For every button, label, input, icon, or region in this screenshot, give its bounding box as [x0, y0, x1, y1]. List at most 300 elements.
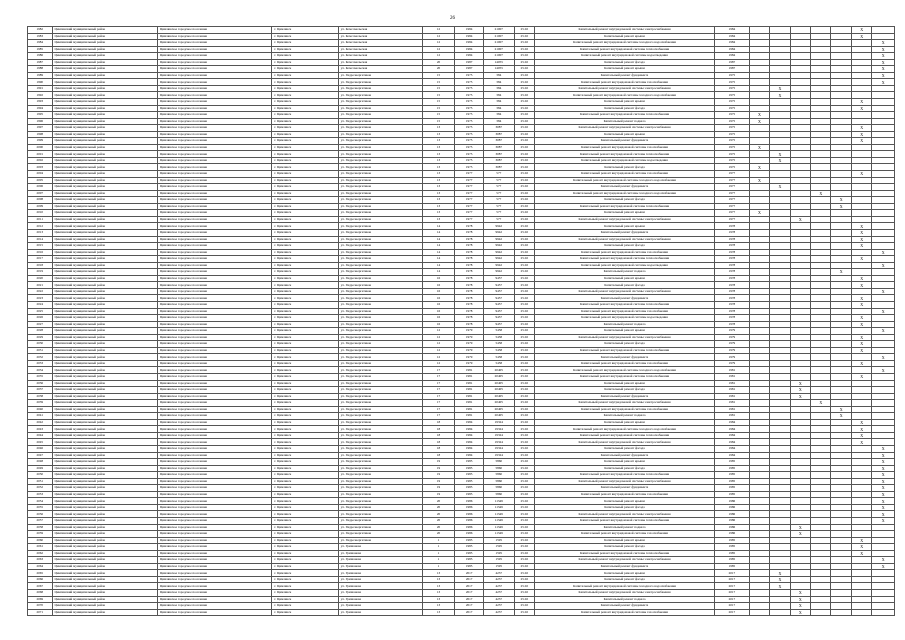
street-cell: ул. Гидроэнергетиков	[338, 393, 422, 400]
last-repair-year-cell: 1978	[714, 229, 749, 236]
city-cell: г. Цимлянск	[272, 524, 338, 531]
work-type-cell: Капитальный ремонт внутридомовой системы холодного водоснабжения	[535, 190, 715, 197]
house-number-cell: 1	[422, 550, 455, 557]
last-repair-year-cell: 1984	[714, 419, 749, 426]
city-cell: г. Цимлянск	[272, 85, 338, 92]
area-cell: 3087	[483, 125, 514, 132]
city-cell: г. Цимлянск	[272, 576, 338, 583]
district-cell: Цимлянский муниципальный район	[52, 446, 157, 453]
settlement-cell: Цимлянское городское поселение	[157, 262, 272, 269]
last-repair-year-cell: 1981	[714, 387, 749, 394]
street-cell: ул. Гидроэнергетиков	[338, 387, 422, 394]
period-6-cell: X	[851, 256, 871, 263]
row-number: 2025	[28, 308, 53, 315]
period-7-cell: X	[872, 557, 895, 564]
street-cell: ул. Гидроэнергетиков	[338, 491, 422, 498]
year-built-cell: 1981	[455, 406, 484, 413]
house-number-cell: 13	[422, 609, 455, 616]
row-number: 2039	[28, 400, 53, 407]
house-number-cell: 15	[422, 92, 455, 99]
last-repair-year-cell: 1981	[714, 367, 749, 374]
last-repair-year-cell: 1978	[714, 243, 749, 250]
settlement-cell: Цимлянское городское поселение	[157, 184, 272, 191]
rate-cell: 25.02	[514, 432, 534, 439]
street-cell: ул. Гидроэнергетиков	[338, 301, 422, 308]
row-number: 2023	[28, 295, 53, 302]
district-cell: Цимлянский муниципальный район	[52, 367, 157, 374]
street-cell: ул. Гидроэнергетиков	[338, 439, 422, 446]
area-cell: 5458	[483, 328, 514, 335]
house-number-cell: 13	[422, 583, 455, 590]
period-5-cell: X	[831, 203, 851, 210]
row-number: 2028	[28, 328, 53, 335]
year-built-cell: 1984	[455, 426, 484, 433]
city-cell: г. Цимлянск	[272, 328, 338, 335]
rate-cell: 25.02	[514, 203, 534, 210]
period-7-cell: X	[872, 498, 895, 505]
work-type-cell: Капитальный ремонт внутридомовой системы теплоснабжения	[535, 256, 715, 263]
city-cell: г. Цимлянск	[272, 295, 338, 302]
last-repair-year-cell: 1987	[714, 59, 749, 66]
period-1-cell: X	[749, 144, 769, 151]
city-cell: г. Цимлянск	[272, 459, 338, 466]
work-type-cell: Капитальный ремонт внутридомовой системы электроснабжения	[535, 216, 715, 223]
area-cell: 5458	[483, 354, 514, 361]
street-cell: ул. Гидроэнергетиков	[338, 485, 422, 492]
house-number-cell: 19	[422, 472, 455, 479]
street-cell: ул. Гришанова	[338, 609, 422, 616]
row-number: 2030	[28, 341, 53, 348]
rate-cell: 25.02	[514, 59, 534, 66]
house-number-cell: 20	[422, 524, 455, 531]
last-repair-year-cell: 1981	[714, 380, 749, 387]
year-built-cell: 1978	[455, 269, 484, 276]
rate-cell: 25.02	[514, 596, 534, 603]
year-built-cell: 1975	[455, 118, 484, 125]
period-6-cell: X	[851, 301, 871, 308]
last-repair-year-cell: 1986	[714, 511, 749, 518]
rate-cell: 25.02	[514, 308, 534, 315]
work-type-cell: Капитальный ремонт фундамента	[535, 485, 715, 492]
street-cell: ул. Гидроэнергетиков	[338, 354, 422, 361]
work-type-cell: Капитальный ремонт фундамента	[535, 452, 715, 459]
row-number: 1991	[28, 85, 53, 92]
year-built-cell: 1979	[455, 328, 484, 335]
street-cell: ул. Гришанова	[338, 570, 422, 577]
area-cell: 577	[483, 171, 514, 178]
work-type-cell: Капитальный ремонт крыши	[535, 498, 715, 505]
last-repair-year-cell: 1986	[714, 518, 749, 525]
city-cell: г. Цимлянск	[272, 236, 338, 243]
rate-cell: 25.02	[514, 92, 534, 99]
work-type-cell: Капитальный ремонт фасада	[535, 197, 715, 204]
district-cell: Цимлянский муниципальный район	[52, 105, 157, 112]
year-built-cell: 1978	[455, 321, 484, 328]
area-cell: 20405	[483, 406, 514, 413]
row-number: 2006	[28, 184, 53, 191]
row-number: 2056	[28, 511, 53, 518]
year-built-cell: 1975	[455, 131, 484, 138]
city-cell: г. Цимлянск	[272, 419, 338, 426]
row-number: 2043	[28, 426, 53, 433]
house-number-cell: 13	[422, 216, 455, 223]
district-cell: Цимлянский муниципальный район	[52, 472, 157, 479]
work-type-cell: Капитальный ремонт внутридомовой системы холодного водоснабжения	[535, 426, 715, 433]
period-3-cell: X	[790, 596, 810, 603]
city-cell: г. Цимлянск	[272, 256, 338, 263]
period-6-cell: X	[851, 171, 871, 178]
period-6-cell: X	[851, 282, 871, 289]
street-cell: ул. Гидроэнергетиков	[338, 229, 422, 236]
house-number-cell: 13	[422, 171, 455, 178]
area-cell: 577	[483, 184, 514, 191]
work-type-cell: Капитальный ремонт внутридомовой системы электроснабжения	[535, 334, 715, 341]
year-built-cell: 1978	[455, 295, 484, 302]
district-cell: Цимлянский муниципальный район	[52, 269, 157, 276]
district-cell: Цимлянский муниципальный район	[52, 563, 157, 570]
area-cell: 9457	[483, 301, 514, 308]
house-number-cell: 18	[422, 439, 455, 446]
settlement-cell: Цимлянское городское поселение	[157, 590, 272, 597]
area-cell: 3087	[483, 144, 514, 151]
period-6-cell	[851, 609, 871, 616]
house-number-cell: 18	[422, 452, 455, 459]
work-type-cell: Капитальный ремонт фундамента	[535, 138, 715, 145]
period-7-cell: X	[872, 367, 895, 374]
last-repair-year-cell: 1977	[714, 171, 749, 178]
work-type-cell: Капитальный ремонт фундамента	[535, 563, 715, 570]
work-type-cell: Капитальный ремонт внутридомовой системы электроснабжения	[535, 439, 715, 446]
area-cell: 9942	[483, 269, 514, 276]
district-cell: Цимлянский муниципальный район	[52, 334, 157, 341]
last-repair-year-cell: 1981	[714, 373, 749, 380]
city-cell: г. Цимлянск	[272, 40, 338, 47]
settlement-cell: Цимлянское городское поселение	[157, 524, 272, 531]
street-cell: ул. Гидроэнергетиков	[338, 288, 422, 295]
work-type-cell: Капитальный ремонт внутридомовой системы теплоснабжения	[535, 301, 715, 308]
house-number-cell: 13	[422, 590, 455, 597]
street-cell: ул. Гришанова	[338, 603, 422, 610]
district-cell: Цимлянский муниципальный район	[52, 249, 157, 256]
street-cell: ул. Гидроэнергетиков	[338, 334, 422, 341]
period-6-cell: X	[851, 544, 871, 551]
period-6-cell: X	[851, 341, 871, 348]
house-number-cell: 14	[422, 269, 455, 276]
city-cell: г. Цимлянск	[272, 354, 338, 361]
year-built-cell: 1984	[455, 40, 484, 47]
district-cell: Цимлянский муниципальный район	[52, 511, 157, 518]
house-number-cell: 16	[422, 315, 455, 322]
row-number: 2048	[28, 459, 53, 466]
rate-cell: 25.02	[514, 229, 534, 236]
period-3-cell: X	[790, 531, 810, 538]
city-cell: г. Цимлянск	[272, 498, 338, 505]
row-number: 2022	[28, 288, 53, 295]
city-cell: г. Цимлянск	[272, 229, 338, 236]
area-cell: 384	[483, 105, 514, 112]
work-type-cell: Капитальный ремонт внутридомовой системы газоснабжения	[535, 491, 715, 498]
street-cell: ул. Комсомольская	[338, 66, 422, 73]
city-cell: г. Цимлянск	[272, 99, 338, 106]
year-built-cell: 1975	[455, 112, 484, 119]
city-cell: г. Цимлянск	[272, 511, 338, 518]
row-number: 2034	[28, 367, 53, 374]
period-6-cell: X	[851, 99, 871, 106]
work-type-cell: Капитальный ремонт внутридомовой системы газоснабжения	[535, 249, 715, 256]
work-type-cell: Капитальный ремонт подвала	[535, 524, 715, 531]
house-number-cell: 14	[422, 229, 455, 236]
street-cell: ул. Гидроэнергетиков	[338, 164, 422, 171]
work-type-cell: Капитальный ремонт фасада	[535, 282, 715, 289]
year-built-cell: 1985	[455, 557, 484, 564]
settlement-cell: Цимлянское городское поселение	[157, 59, 272, 66]
last-repair-year-cell: 1977	[714, 190, 749, 197]
street-cell: ул. Гришанова	[338, 590, 422, 597]
street-cell: ул. Гидроэнергетиков	[338, 282, 422, 289]
city-cell: г. Цимлянск	[272, 531, 338, 538]
period-2-cell: X	[770, 151, 790, 158]
row-number: 1985	[28, 46, 53, 53]
year-built-cell: 1981	[455, 413, 484, 420]
settlement-cell: Цимлянское городское поселение	[157, 203, 272, 210]
year-built-cell: 1978	[455, 249, 484, 256]
year-built-cell: 1977	[455, 197, 484, 204]
rate-cell: 25.02	[514, 72, 534, 79]
year-built-cell: 1978	[455, 229, 484, 236]
area-cell: 14055	[483, 59, 514, 66]
area-cell: 4237	[483, 583, 514, 590]
area-cell: 21007	[483, 53, 514, 60]
work-type-cell: Капитальный ремонт фундамента	[535, 393, 715, 400]
last-repair-year-cell: 1985	[714, 459, 749, 466]
row-number: 2021	[28, 282, 53, 289]
city-cell: г. Цимлянск	[272, 406, 338, 413]
period-2-cell: X	[770, 85, 790, 92]
last-repair-year-cell: 1985	[714, 537, 749, 544]
district-cell: Цимлянский муниципальный район	[52, 360, 157, 367]
period-3-cell: X	[790, 603, 810, 610]
city-cell: г. Цимлянск	[272, 79, 338, 86]
period-2-cell	[770, 609, 790, 616]
city-cell: г. Цимлянск	[272, 583, 338, 590]
city-cell: г. Цимлянск	[272, 151, 338, 158]
city-cell: г. Цимлянск	[272, 118, 338, 125]
last-repair-year-cell: 1977	[714, 203, 749, 210]
last-repair-year-cell: 1975	[714, 125, 749, 132]
settlement-cell: Цимлянское городское поселение	[157, 459, 272, 466]
rate-cell: 25.02	[514, 511, 534, 518]
last-repair-year-cell: 2017	[714, 603, 749, 610]
year-built-cell: 1975	[455, 157, 484, 164]
row-number: 1994	[28, 105, 53, 112]
work-type-cell: Капитальный ремонт фасада	[535, 446, 715, 453]
settlement-cell: Цимлянское городское поселение	[157, 341, 272, 348]
settlement-cell: Цимлянское городское поселение	[157, 321, 272, 328]
district-cell: Цимлянский муниципальный район	[52, 223, 157, 230]
area-cell: 5860	[483, 491, 514, 498]
district-cell: Цимлянский муниципальный район	[52, 452, 157, 459]
period-2-cell: X	[770, 570, 790, 577]
district-cell: Цимлянский муниципальный район	[52, 531, 157, 538]
area-cell: 4237	[483, 603, 514, 610]
last-repair-year-cell: 1977	[714, 210, 749, 217]
district-cell: Цимлянский муниципальный район	[52, 419, 157, 426]
row-number: 2068	[28, 590, 53, 597]
last-repair-year-cell: 1981	[714, 393, 749, 400]
house-number-cell: 16	[422, 301, 455, 308]
work-type-cell: Капитальный ремонт внутридомовой системы теплоснабжения	[535, 151, 715, 158]
work-type-cell: Капитальный ремонт внутридомовой системы холодного водоснабжения	[535, 92, 715, 99]
house-number-cell: 13	[422, 197, 455, 204]
area-cell: 384	[483, 85, 514, 92]
period-7-cell: X	[872, 485, 895, 492]
work-type-cell: Капитальный ремонт внутридомовой системы газоснабжения	[535, 79, 715, 86]
settlement-cell: Цимлянское городское поселение	[157, 79, 272, 86]
city-cell: г. Цимлянск	[272, 478, 338, 485]
settlement-cell: Цимлянское городское поселение	[157, 478, 272, 485]
row-number: 2050	[28, 472, 53, 479]
year-built-cell: 1975	[455, 125, 484, 132]
work-type-cell: Капитальный ремонт внутридомовой системы теплоснабжения	[535, 432, 715, 439]
district-cell: Цимлянский муниципальный район	[52, 524, 157, 531]
street-cell: ул. Гидроэнергетиков	[338, 426, 422, 433]
street-cell: ул. Гидроэнергетиков	[338, 249, 422, 256]
city-cell: г. Цимлянск	[272, 66, 338, 73]
period-5-cell	[831, 609, 851, 616]
work-type-cell: Капитальный ремонт внутридомовой системы электроснабжения	[535, 27, 715, 34]
street-cell: ул. Гидроэнергетиков	[338, 157, 422, 164]
last-repair-year-cell: 1981	[714, 413, 749, 420]
city-cell: г. Цимлянск	[272, 27, 338, 34]
rate-cell: 25.02	[514, 367, 534, 374]
settlement-cell: Цимлянское городское поселение	[157, 92, 272, 99]
work-type-cell: Капитальный ремонт фасада	[535, 341, 715, 348]
last-repair-year-cell: 1978	[714, 249, 749, 256]
period-5-cell: X	[831, 197, 851, 204]
rate-cell: 25.02	[514, 459, 534, 466]
area-cell: 1595	[483, 537, 514, 544]
rate-cell: 25.02	[514, 609, 534, 616]
city-cell: г. Цимлянск	[272, 452, 338, 459]
year-built-cell: 2017	[455, 596, 484, 603]
last-repair-year-cell: 1975	[714, 144, 749, 151]
period-6-cell: X	[851, 131, 871, 138]
house-number-cell: 1	[422, 563, 455, 570]
year-built-cell: 1975	[455, 138, 484, 145]
row-number: 2069	[28, 596, 53, 603]
area-cell: 384	[483, 112, 514, 119]
row-number: 2002	[28, 157, 53, 164]
rate-cell: 25.02	[514, 334, 534, 341]
street-cell: ул. Гидроэнергетиков	[338, 472, 422, 479]
row-number: 2058	[28, 524, 53, 531]
area-cell: 3087	[483, 157, 514, 164]
district-cell: Цимлянский муниципальный район	[52, 439, 157, 446]
settlement-cell: Цимлянское городское поселение	[157, 282, 272, 289]
district-cell: Цимлянский муниципальный район	[52, 413, 157, 420]
house-number-cell: 1	[422, 537, 455, 544]
year-built-cell: 1984	[455, 452, 484, 459]
year-built-cell: 1978	[455, 282, 484, 289]
row-number: 2032	[28, 354, 53, 361]
city-cell: г. Цимлянск	[272, 223, 338, 230]
rate-cell: 25.02	[514, 125, 534, 132]
street-cell: ул. Комсомольская	[338, 40, 422, 47]
district-cell: Цимлянский муниципальный район	[52, 380, 157, 387]
settlement-cell: Цимлянское городское поселение	[157, 583, 272, 590]
row-number: 1986	[28, 53, 53, 60]
year-built-cell: 1986	[455, 498, 484, 505]
house-number-cell: 13	[422, 177, 455, 184]
last-repair-year-cell: 1987	[714, 66, 749, 73]
settlement-cell: Цимлянское городское поселение	[157, 85, 272, 92]
city-cell: г. Цимлянск	[272, 72, 338, 79]
work-type-cell: Капитальный ремонт внутридомовой системы теплоснабжения	[535, 518, 715, 525]
last-repair-year-cell: 1978	[714, 275, 749, 282]
house-number-cell: 12	[422, 334, 455, 341]
last-repair-year-cell: 1984	[714, 439, 749, 446]
area-cell: 9457	[483, 282, 514, 289]
area-cell: 20405	[483, 367, 514, 374]
house-number-cell: 15	[422, 72, 455, 79]
period-1-cell: X	[749, 210, 769, 217]
rate-cell: 25.02	[514, 498, 534, 505]
year-built-cell: 1986	[455, 524, 484, 531]
period-3-cell: X	[790, 393, 810, 400]
period-6-cell: X	[851, 33, 871, 40]
row-number: 1982	[28, 27, 53, 34]
period-3-cell: X	[790, 590, 810, 597]
last-repair-year-cell: 1984	[714, 46, 749, 53]
last-repair-year-cell: 1986	[714, 531, 749, 538]
rate-cell: 25.02	[514, 537, 534, 544]
last-repair-year-cell: 1984	[714, 27, 749, 34]
row-number: 2054	[28, 498, 53, 505]
rate-cell: 25.02	[514, 400, 534, 407]
street-cell: ул. Гидроэнергетиков	[338, 308, 422, 315]
area-cell: 9942	[483, 223, 514, 230]
house-number-cell: 13	[422, 125, 455, 132]
district-cell: Цимлянский муниципальный район	[52, 544, 157, 551]
city-cell: г. Цимлянск	[272, 288, 338, 295]
settlement-cell: Цимлянское городское поселение	[157, 256, 272, 263]
street-cell: ул. Гидроэнергетиков	[338, 210, 422, 217]
area-cell: 21007	[483, 40, 514, 47]
area-cell: 9942	[483, 249, 514, 256]
city-cell: г. Цимлянск	[272, 550, 338, 557]
city-cell: г. Цимлянск	[272, 59, 338, 66]
last-repair-year-cell: 1975	[714, 99, 749, 106]
area-cell: 9942	[483, 236, 514, 243]
year-built-cell: 1978	[455, 315, 484, 322]
year-built-cell: 1984	[455, 419, 484, 426]
period-7-cell: X	[872, 53, 895, 60]
row-number: 2005	[28, 177, 53, 184]
street-cell: ул. Гидроэнергетиков	[338, 328, 422, 335]
city-cell: г. Цимлянск	[272, 544, 338, 551]
area-cell: 9457	[483, 275, 514, 282]
rate-cell: 25.02	[514, 131, 534, 138]
settlement-cell: Цимлянское городское поселение	[157, 131, 272, 138]
house-number-cell: 14	[422, 243, 455, 250]
district-cell: Цимлянский муниципальный район	[52, 262, 157, 269]
area-cell: 21007	[483, 33, 514, 40]
area-cell: 20405	[483, 380, 514, 387]
city-cell: г. Цимлянск	[272, 92, 338, 99]
rate-cell: 25.02	[514, 406, 534, 413]
last-repair-year-cell: 1985	[714, 465, 749, 472]
row-number: 2029	[28, 334, 53, 341]
